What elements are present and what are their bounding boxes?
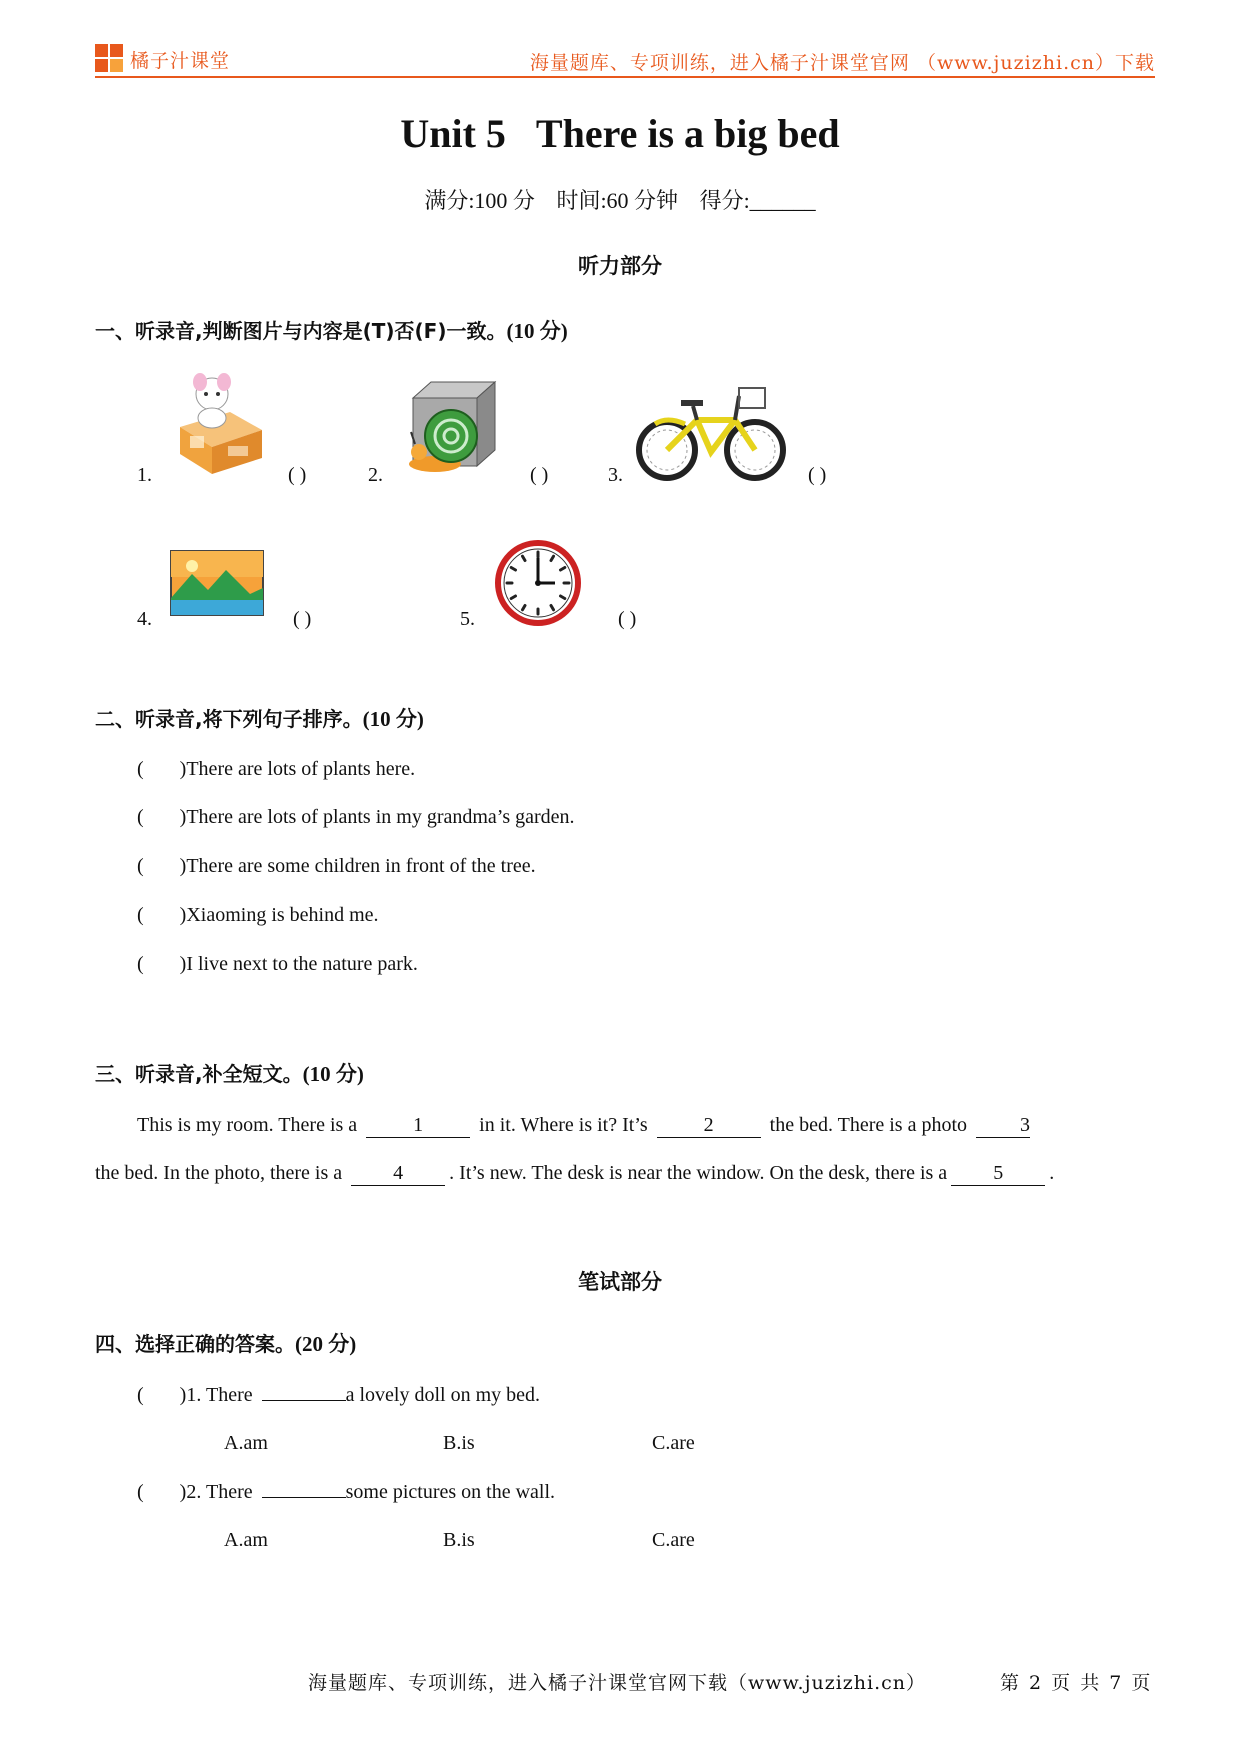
part1-points: (10 分) xyxy=(506,319,568,343)
header-slogan: 海量题库、专项训练，进入橘子汁课堂官网 （www.juzizhi.cn）下载 xyxy=(529,52,1155,74)
blank-3[interactable]: 3 xyxy=(976,1114,1030,1138)
blank-2[interactable]: 2 xyxy=(657,1114,761,1138)
passage-text: the bed. In the photo, there is a xyxy=(95,1162,343,1184)
part3-heading xyxy=(95,1058,364,1088)
passage-text: . It’s new. The desk is near the window. On the desk, there is a xyxy=(449,1162,948,1184)
item2-answer-paren[interactable]: ( ) xyxy=(530,464,549,486)
option-a[interactable]: A.am xyxy=(224,1432,268,1454)
question-text: a lovely doll on my bed. xyxy=(345,1384,541,1406)
question-number: )1. There xyxy=(179,1384,253,1406)
part4-points: (20 分) xyxy=(295,1332,357,1356)
header-divider xyxy=(95,76,1155,78)
item4-answer-paren[interactable]: ( ) xyxy=(293,608,312,630)
sentence-row: ( )There are lots of plants in my grandma’s garden. xyxy=(137,806,575,828)
snail-box-icon xyxy=(405,380,497,478)
sentence-text: Xiaoming is behind me. xyxy=(186,904,379,926)
part3-heading-text: 三、听录音,补全短文。 xyxy=(95,1062,303,1086)
question-number: )2. There xyxy=(179,1481,253,1503)
page-title xyxy=(0,110,1240,157)
question-row: ( )1. There a lovely doll on my bed. xyxy=(137,1384,541,1406)
listening-section-title: 听力部分 xyxy=(578,254,662,278)
option-c[interactable]: C.are xyxy=(652,1529,695,1551)
box-doll-icon xyxy=(170,372,270,477)
passage-text: . xyxy=(1049,1162,1055,1184)
passage-line-2 xyxy=(95,1162,1054,1186)
footer-slogan: 海量题库、专项训练，进入橘子汁课堂官网下载（www.juzizhi.cn） xyxy=(308,1672,927,1694)
sentence-text: There are some children in front of the tree. xyxy=(186,855,536,877)
item5-number: 5. xyxy=(460,608,475,630)
part4-heading xyxy=(95,1328,356,1358)
blank-4[interactable]: 4 xyxy=(351,1162,445,1186)
full-score: 满分:100 分 xyxy=(424,188,535,213)
writing-section-title: 笔试部分 xyxy=(578,1270,662,1294)
passage-line-1 xyxy=(137,1114,1034,1138)
item3-answer-paren[interactable]: ( ) xyxy=(808,464,827,486)
sentence-row: ( )Xiaoming is behind me. xyxy=(137,904,379,926)
option-c[interactable]: C.are xyxy=(652,1432,695,1454)
passage-text: in it. Where is it? It’s xyxy=(479,1114,648,1136)
brand-logo-icon xyxy=(95,44,125,74)
part1-heading xyxy=(95,315,568,345)
unit-label: Unit 5 xyxy=(400,111,506,156)
part2-heading-text: 二、听录音,将下列句子排序。 xyxy=(95,707,363,731)
question-blank[interactable] xyxy=(262,1497,346,1498)
question-row: ( )2. There some pictures on the wall. xyxy=(137,1481,556,1503)
brand-name: 橘子汁课堂 xyxy=(130,50,231,72)
time-limit: 时间:60 分钟 xyxy=(556,188,679,213)
sentence-text: I live next to the nature park. xyxy=(186,953,418,975)
option-a[interactable]: A.am xyxy=(224,1529,268,1551)
passage-text: the bed. There is a photo xyxy=(769,1114,968,1136)
part1-heading-text: 一、听录音,判断图片与内容是(T)否(F)一致。 xyxy=(95,319,507,343)
option-b[interactable]: B.is xyxy=(443,1529,475,1551)
item5-answer-paren[interactable]: ( ) xyxy=(618,608,637,630)
blank-5[interactable]: 5 xyxy=(951,1162,1045,1186)
passage-text: This is my room. There is a xyxy=(137,1114,358,1136)
sentence-row: ( )There are lots of plants here. xyxy=(137,758,416,780)
part3-points: (10 分) xyxy=(302,1062,364,1086)
sentence-row: ( )There are some children in front of the tree. xyxy=(137,855,536,877)
item1-answer-paren[interactable]: ( ) xyxy=(288,464,307,486)
landscape-photo-icon xyxy=(170,550,264,616)
bicycle-icon xyxy=(635,384,787,484)
clock-icon xyxy=(495,540,581,626)
question-blank[interactable] xyxy=(262,1400,346,1401)
item3-number: 3. xyxy=(608,464,623,486)
option-b[interactable]: B.is xyxy=(443,1432,475,1454)
blank-1[interactable]: 1 xyxy=(366,1114,470,1138)
part2-points: (10 分) xyxy=(362,707,424,731)
page-number: 第 2 页 共 7 页 xyxy=(1000,1672,1153,1694)
item1-number: 1. xyxy=(137,464,152,486)
part2-heading xyxy=(95,703,424,733)
question-text: some pictures on the wall. xyxy=(345,1481,556,1503)
sentence-text: There are lots of plants here. xyxy=(186,758,416,780)
unit-name: There is a big bed xyxy=(535,111,840,156)
sentence-row: ( )I live next to the nature park. xyxy=(137,953,418,975)
exam-meta xyxy=(0,184,1240,215)
item2-number: 2. xyxy=(368,464,383,486)
score-field: 得分:______ xyxy=(699,188,816,213)
item4-number: 4. xyxy=(137,608,152,630)
part4-heading-text: 四、选择正确的答案。 xyxy=(95,1332,295,1356)
sentence-text: There are lots of plants in my grandma’s garden. xyxy=(186,806,575,828)
